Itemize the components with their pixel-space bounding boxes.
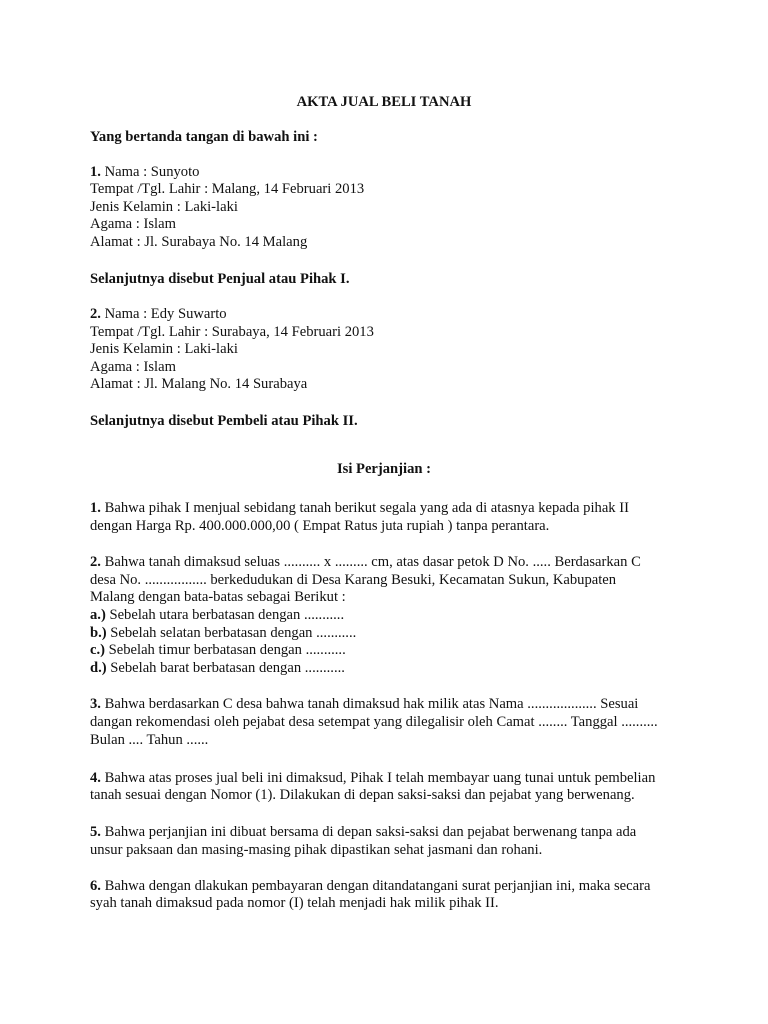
party2-number: 2.: [90, 306, 101, 322]
clause4-text: Bahwa atas proses jual beli ini dimaksud, Pihak I telah membayar uang tunai untuk pembelian: [100, 770, 656, 786]
party2-name-text: Nama : Edy Suwarto: [100, 306, 227, 322]
clause6-text: Bahwa dengan dlakukan pembayaran dengan ditandatangani surat perjanjian ini, maka secara: [100, 878, 651, 894]
party1-role: Selanjutnya disebut Penjual atau Pihak I.: [90, 271, 350, 287]
item-c-marker: c.): [90, 642, 105, 658]
clause3-line3: Bulan .... Tahun ......: [90, 732, 209, 748]
clause1-text: Bahwa pihak I menjual sebidang tanah berikut segala yang ada di atasnya kepada pihak II: [100, 500, 629, 516]
clause5-number: 5.: [90, 824, 101, 840]
party2-religion: Agama : Islam: [90, 359, 176, 375]
item-b-text: Sebelah selatan berbatasan dengan ...........: [106, 625, 357, 641]
party1-birth: Tempat /Tgl. Lahir : Malang, 14 Februari 2013: [90, 181, 365, 197]
clause2-line1: [90, 554, 641, 571]
clause2-item-a: [90, 607, 344, 624]
clause6-number: 6.: [90, 878, 101, 894]
item-d-marker: d.): [90, 660, 107, 676]
party2-gender: Jenis Kelamin : Laki-laki: [90, 341, 238, 357]
clause4-number: 4.: [90, 770, 101, 786]
party2-name: [90, 306, 227, 323]
clause4-line1: [90, 770, 655, 787]
party1-name-text: Nama : Sunyoto: [100, 164, 200, 180]
party1-gender: Jenis Kelamin : Laki-laki: [90, 199, 238, 215]
isi-perjanjian-heading: Isi Perjanjian :: [336, 461, 432, 477]
clause2-item-b: [90, 625, 356, 642]
clause3-text: Bahwa berdasarkan C desa bahwa tanah dimaksud hak milik atas Nama ................... Sesuai: [100, 696, 639, 712]
clause2-item-c: [90, 642, 346, 659]
item-c-text: Sebelah timur berbatasan dengan ...........: [105, 642, 346, 658]
intro-text: Yang bertanda tangan di bawah ini :: [90, 129, 318, 145]
clause5-line1: [90, 824, 636, 841]
clause6-line1: [90, 878, 650, 895]
clause1-line1: [90, 500, 629, 517]
party1-religion: Agama : Islam: [90, 216, 176, 232]
clause2-line2: desa No. ................. berkedudukan di Desa Karang Besuki, Kecamatan Sukun, Kabupaten: [90, 572, 617, 588]
party2-birth: Tempat /Tgl. Lahir : Surabaya, 14 Februari 2013: [90, 324, 374, 340]
clause2-item-d: [90, 660, 345, 677]
party1-number: 1.: [90, 164, 101, 180]
item-a-marker: a.): [90, 607, 106, 623]
party1-address: Alamat : Jl. Surabaya No. 14 Malang: [90, 234, 308, 250]
clause4-line2: tanah sesuai dengan Nomor (1). Dilakukan di depan saksi-saksi dan pejabat yang berwenang.: [90, 787, 635, 803]
clause2-text: Bahwa tanah dimaksud seluas .......... x ......... cm, atas dasar petok D No. ..... Berdasarkan C: [100, 554, 641, 570]
item-b-marker: b.): [90, 625, 107, 641]
clause3-line2: dangan rekomendasi oleh pejabat desa setempat yang dilegalisir oleh Camat ........ Tanggal ..........: [90, 714, 658, 730]
clause1-number: 1.: [90, 500, 101, 516]
clause2-line3: Malang dengan bata-batas sebagai Berikut :: [90, 589, 346, 605]
clause5-text: Bahwa perjanjian ini dibuat bersama di depan saksi-saksi dan pejabat berwenang tanpa ada: [100, 824, 637, 840]
party1-name: [90, 164, 199, 181]
clause1-line2: dengan Harga Rp. 400.000.000,00 ( Empat Ratus juta rupiah ) tanpa perantara.: [90, 518, 550, 534]
item-a-text: Sebelah utara berbatasan dengan ...........: [105, 607, 345, 623]
clause3-number: 3.: [90, 696, 101, 712]
clause3-line1: [90, 696, 638, 713]
clause6-line2: syah tanah dimaksud pada nomor (I) telah menjadi hak milik pihak II.: [90, 895, 499, 911]
party2-address: Alamat : Jl. Malang No. 14 Surabaya: [90, 376, 308, 392]
item-d-text: Sebelah barat berbatasan dengan ...........: [106, 660, 345, 676]
document-title: AKTA JUAL BELI TANAH: [296, 94, 472, 110]
party2-role: Selanjutnya disebut Pembeli atau Pihak II.: [90, 413, 358, 429]
clause2-number: 2.: [90, 554, 101, 570]
clause5-line2: unsur paksaan dan masing-masing pihak dipastikan sehat jasmani dan rohani.: [90, 842, 543, 858]
